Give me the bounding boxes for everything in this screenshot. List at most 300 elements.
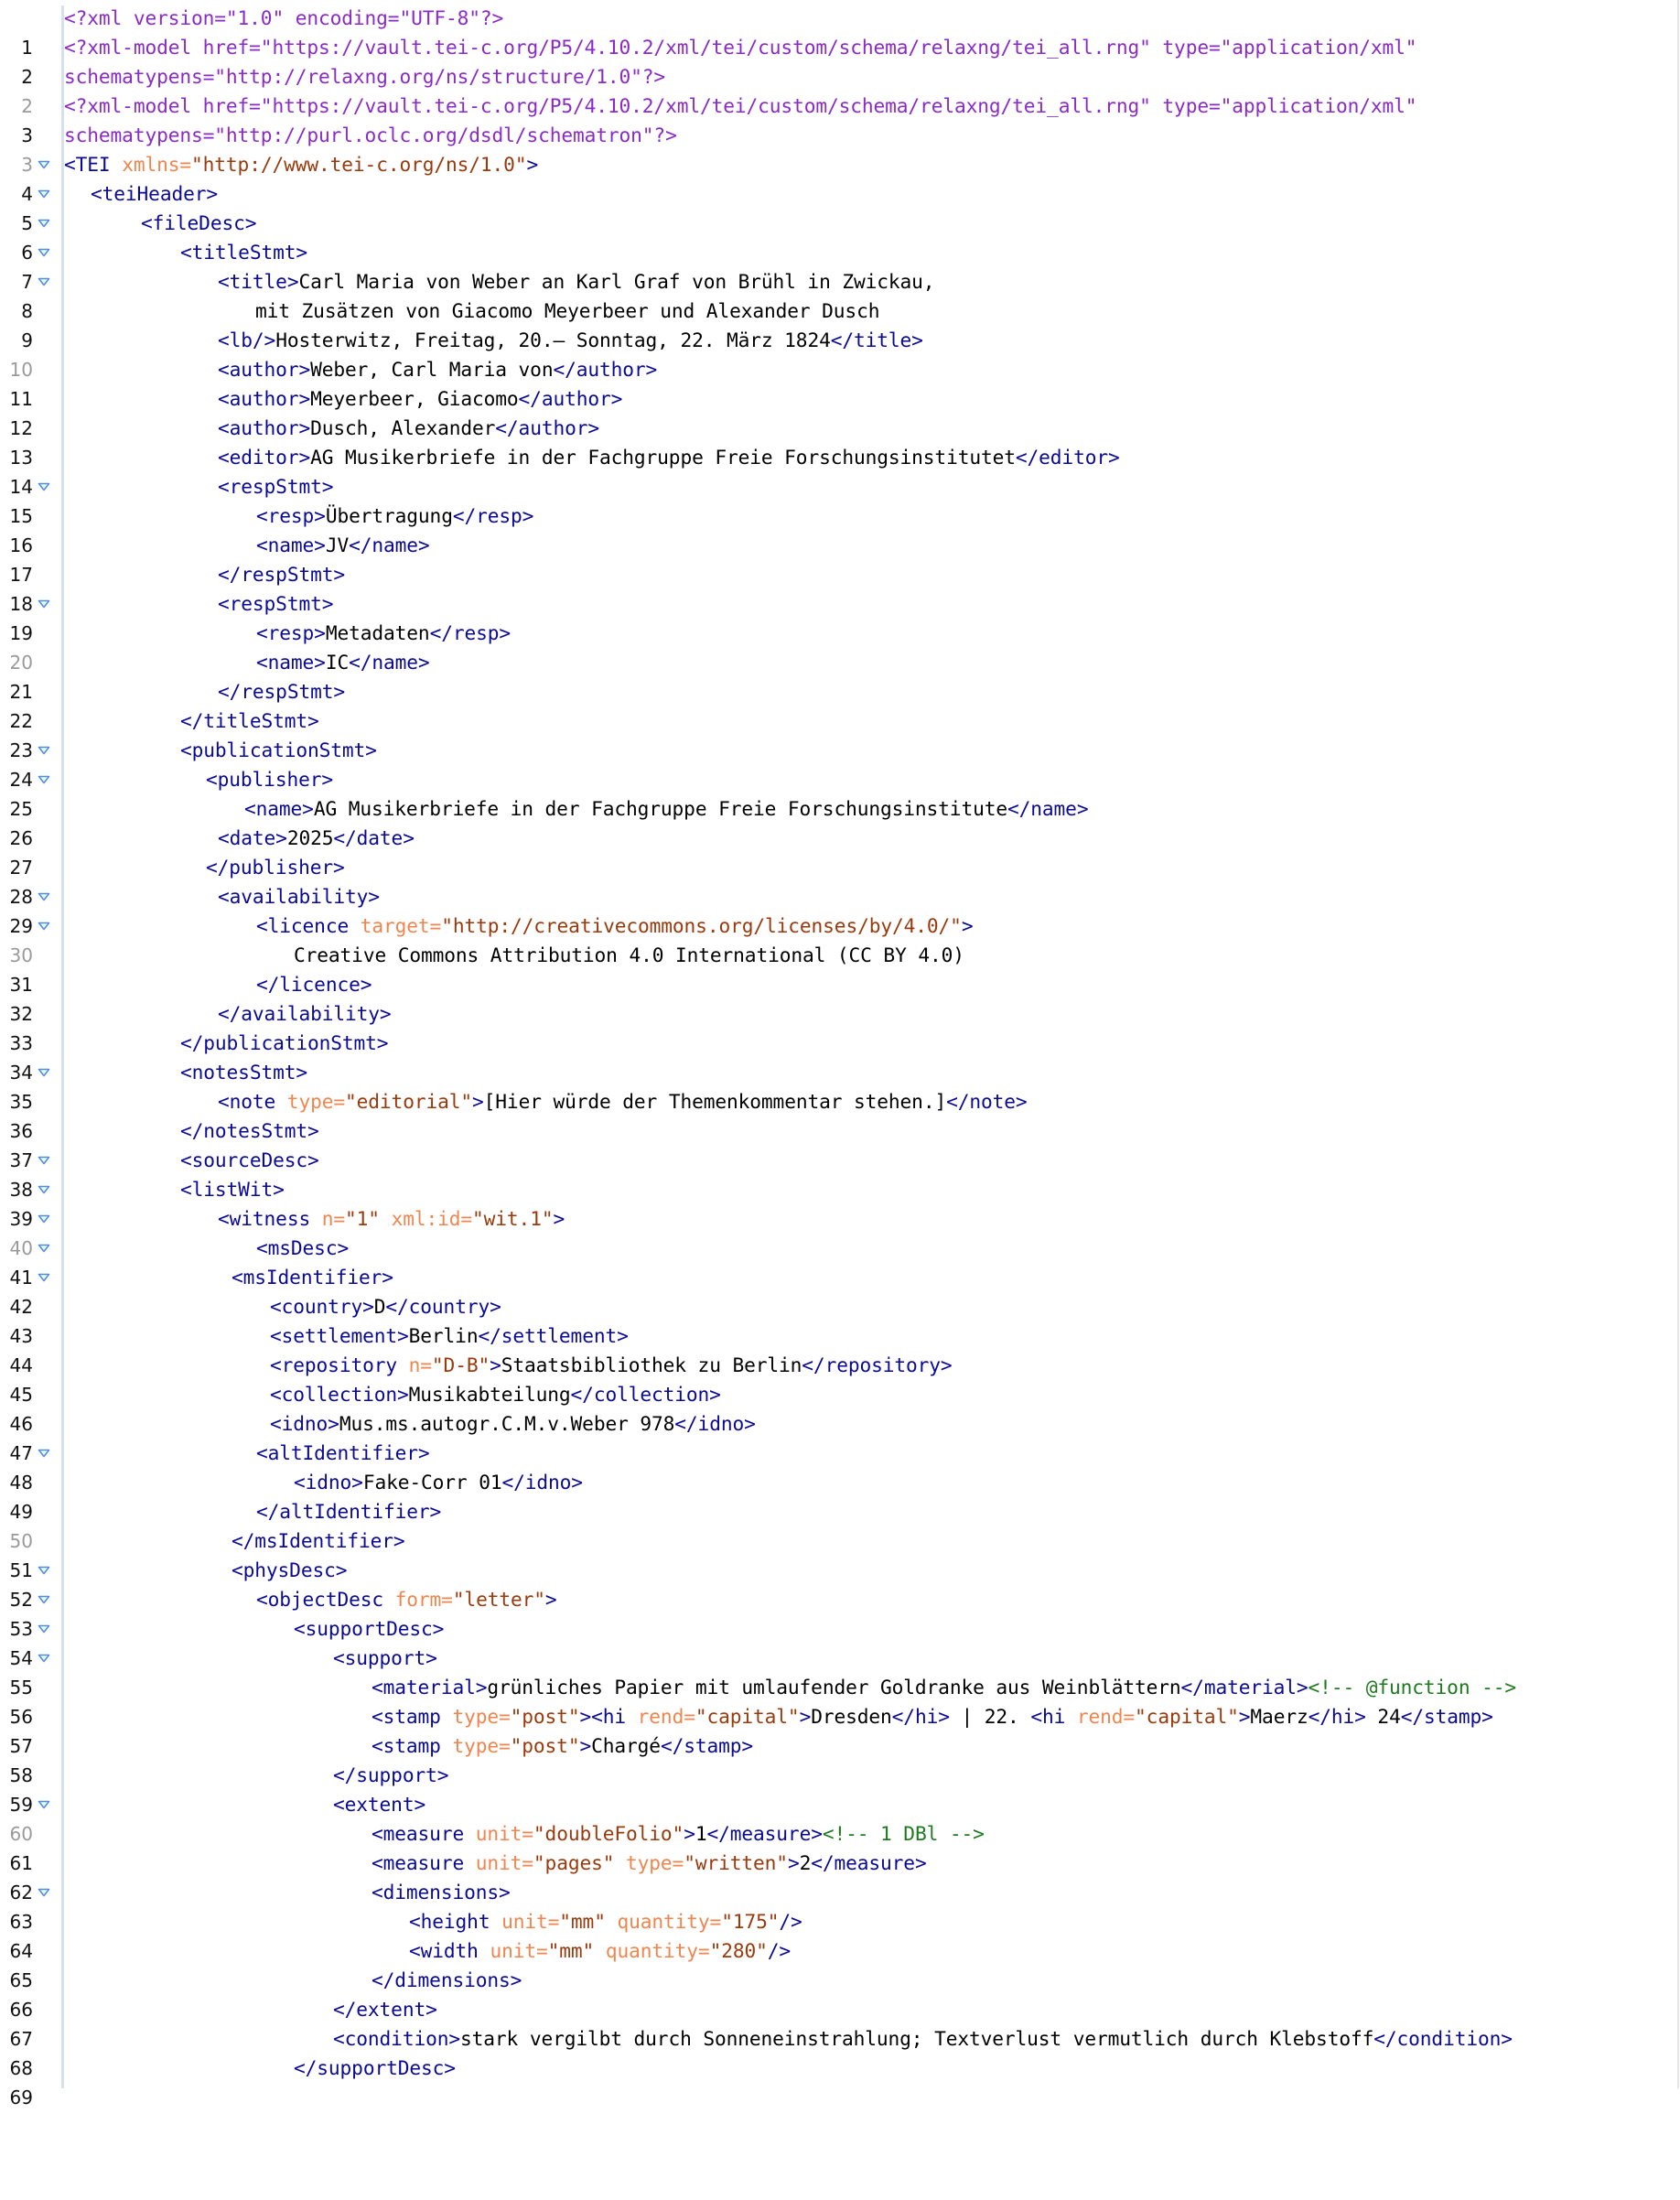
xml-tag: <collection> [270, 1383, 409, 1406]
xml-tag: <stamp [372, 1734, 453, 1757]
fold-triangle-icon [38, 219, 50, 228]
fold-toggle[interactable] [38, 736, 50, 765]
xml-tag: </country> [385, 1295, 501, 1318]
text-content: Musikabteilung [408, 1383, 571, 1406]
code-text [333, 2024, 1513, 2054]
fold-toggle[interactable] [38, 1878, 50, 1907]
line-number: 39 [9, 1208, 33, 1230]
line-number: 8 [21, 300, 33, 322]
line-number: 58 [9, 1764, 33, 1786]
code-text [64, 92, 1416, 121]
code-text [256, 619, 511, 648]
attribute-value: "written" [684, 1851, 788, 1874]
code-text [372, 1878, 511, 1907]
code-text [294, 2054, 456, 2083]
code-text [218, 472, 333, 501]
fold-toggle[interactable] [38, 1644, 50, 1673]
line-number: 33 [9, 1032, 33, 1054]
fold-triangle-icon [38, 892, 50, 901]
code-text [180, 1175, 285, 1204]
code-text [64, 33, 1416, 62]
code-text [206, 853, 345, 882]
text-content: IC [325, 651, 350, 674]
line-number: 4 [21, 183, 33, 205]
xml-tag: <publicationStmt> [180, 739, 377, 761]
processing-instruction: <?xml-model href="https://vault.tei-c.org/P5/4.10.2/xml/tei/custom/schema/relaxng/tei_all.rng" type="application/xml" [64, 94, 1417, 117]
code-text [64, 62, 665, 92]
text-content: Dusch, Alexander [310, 416, 496, 439]
xml-tag: </resp> [429, 621, 512, 644]
line-number: 31 [9, 974, 33, 996]
xml-tag: <measure [372, 1851, 476, 1874]
fold-toggle[interactable] [38, 1790, 50, 1819]
code-text [333, 1790, 425, 1819]
fold-toggle[interactable] [38, 1146, 50, 1175]
xml-tag: > [579, 1734, 592, 1757]
xml-tag: <respStmt> [218, 475, 334, 498]
fold-toggle[interactable] [38, 765, 50, 794]
attribute-name: n= [408, 1353, 432, 1376]
code-text [218, 443, 1120, 472]
xml-tag: </name> [349, 651, 430, 674]
xml-tag: </publicationStmt> [180, 1031, 389, 1054]
code-text [180, 238, 307, 267]
xml-tag: <availability> [218, 885, 380, 908]
code-text [256, 531, 430, 560]
line-number: 13 [9, 447, 33, 469]
code-text [64, 150, 538, 179]
fold-triangle-icon [38, 1800, 50, 1809]
code-text [180, 1146, 319, 1175]
attribute-value: "letter" [452, 1588, 545, 1611]
xml-tag: </idno> [674, 1412, 756, 1435]
code-text [372, 1673, 1516, 1702]
line-number: 62 [9, 1882, 33, 1903]
fold-triangle-icon [38, 1273, 50, 1282]
xml-tag: </support> [333, 1763, 449, 1786]
line-number: 20 [9, 652, 33, 674]
code-text [256, 501, 533, 531]
attribute-value: "mm" [547, 1939, 606, 1962]
xml-comment: <!-- 1 DBl --> [822, 1822, 985, 1845]
code-text [218, 824, 415, 853]
text-content: | 22. [949, 1705, 1031, 1728]
line-number: 6 [21, 242, 33, 264]
xml-tag: > [553, 1207, 565, 1230]
line-number: 19 [9, 622, 33, 644]
attribute-value: "D-B" [431, 1353, 490, 1376]
code-text [372, 1731, 753, 1761]
line-number: 67 [9, 2028, 33, 2050]
xml-tag: <name> [256, 534, 326, 556]
xml-tag: <publisher> [206, 768, 333, 791]
xml-tag: > [787, 1851, 800, 1874]
attribute-name: unit= [475, 1822, 533, 1845]
xml-tag: </note> [946, 1090, 1028, 1113]
line-number: 49 [9, 1501, 33, 1523]
fold-triangle-icon [38, 1888, 50, 1897]
xml-tag: </name> [1007, 797, 1089, 820]
code-text [409, 1907, 802, 1936]
code-line[interactable] [0, 560, 1677, 615]
xml-tag: </author> [495, 416, 600, 439]
line-number: 26 [9, 827, 33, 849]
fold-triangle-icon [38, 1595, 50, 1604]
xml-tag: <physDesc> [232, 1558, 348, 1581]
attribute-name: type= [626, 1851, 684, 1874]
line-number: 28 [9, 886, 33, 908]
xml-tag: <listWit> [180, 1178, 285, 1201]
line-number: 55 [9, 1677, 33, 1699]
xml-tag: <respStmt> [218, 592, 334, 615]
fold-triangle-icon [38, 482, 50, 491]
code-text [372, 1702, 1493, 1731]
xml-tag: <title> [218, 270, 299, 293]
fold-triangle-icon [38, 160, 50, 169]
xml-tag: <measure [372, 1822, 476, 1845]
fold-toggle[interactable] [38, 911, 50, 941]
text-content: 2025 [286, 826, 334, 849]
fold-toggle[interactable] [38, 1058, 50, 1087]
fold-toggle[interactable] [38, 150, 50, 179]
text-content: AG Musikerbriefe in der Fachgruppe Freie Forschungsinstitute [313, 797, 1007, 820]
attribute-value: "http://www.tei-c.org/ns/1.0" [191, 153, 527, 176]
xml-tag: </date> [333, 826, 415, 849]
text-content: D [373, 1295, 386, 1318]
line-number: 3 [21, 154, 33, 176]
code-text [218, 1204, 565, 1234]
code-text [256, 1439, 430, 1468]
xml-tag: </altIdentifier> [256, 1500, 442, 1523]
attribute-name: quantity= [605, 1939, 710, 1962]
xml-tag: <dimensions> [372, 1881, 511, 1903]
xml-tag: <altIdentifier> [256, 1441, 430, 1464]
text-content: Mus.ms.autogr.C.M.v.Weber 978 [339, 1412, 675, 1435]
xml-tag: > [490, 1353, 501, 1376]
xml-tag: /> [779, 1910, 802, 1933]
xml-tag: <author> [218, 387, 311, 410]
text-content: AG Musikerbriefe in der Fachgruppe Freie Forschungsinstitutet [310, 446, 1016, 469]
line-number: 42 [9, 1296, 33, 1318]
code-text [91, 179, 218, 209]
xml-tag: </material> [1180, 1676, 1308, 1699]
line-number: 16 [9, 534, 33, 556]
xml-tag: </measure> [811, 1851, 927, 1874]
code-text [333, 1995, 437, 2024]
code-text [256, 911, 973, 941]
xml-tag: </publisher> [206, 856, 345, 879]
xml-tag: </titleStmt> [180, 709, 319, 732]
code-text [294, 941, 964, 970]
text-content: Weber, Carl Maria von [310, 358, 554, 381]
line-number: 46 [9, 1413, 33, 1435]
code-text [64, 121, 677, 150]
text-content: Metadaten [325, 621, 430, 644]
line-number: 68 [9, 2057, 33, 2079]
xml-tag: <resp> [256, 504, 326, 527]
xml-tag: > [526, 153, 539, 176]
xml-tag: <stamp [372, 1705, 453, 1728]
code-text [244, 794, 1088, 824]
xml-tag: </availability> [218, 1002, 392, 1025]
code-text [333, 1761, 448, 1790]
line-number: 35 [9, 1091, 33, 1113]
xml-tag: <lb/> [218, 329, 276, 351]
fold-triangle-icon [38, 1449, 50, 1458]
xml-comment: <!-- @function --> [1308, 1676, 1516, 1699]
line-number: 56 [9, 1706, 33, 1728]
xml-tag: > [961, 914, 974, 937]
code-text [333, 1644, 437, 1673]
fold-triangle-icon [38, 1185, 50, 1194]
xml-tag: <editor> [218, 446, 311, 469]
line-number: 10 [9, 359, 33, 381]
xml-tag: > [579, 1705, 592, 1728]
line-number: 17 [9, 564, 33, 586]
code-text [180, 706, 319, 736]
text-content: Maerz [1250, 1705, 1308, 1728]
xml-tag: </resp> [452, 504, 534, 527]
attribute-value: "mm" [559, 1910, 618, 1933]
code-text [294, 1468, 583, 1497]
line-number: 1 [21, 37, 33, 59]
fold-triangle-icon [38, 1654, 50, 1663]
code-text [255, 297, 879, 326]
fold-toggle[interactable] [38, 1614, 50, 1644]
fold-toggle[interactable] [38, 179, 50, 209]
code-text [218, 560, 345, 589]
xml-tag: <name> [256, 651, 326, 674]
attribute-name: unit= [475, 1851, 533, 1874]
xml-tag: <author> [218, 358, 311, 381]
xml-tag: </msIdentifier> [232, 1529, 405, 1552]
code-text [256, 648, 430, 677]
processing-instruction: schematypens="http://purl.oclc.org/dsdl/schematron"?> [64, 124, 677, 146]
line-number: 2 [21, 66, 33, 88]
code-text [218, 326, 923, 355]
code-text [270, 1409, 756, 1439]
line-number: 66 [9, 1999, 33, 2021]
xml-tag: </respStmt> [218, 563, 345, 586]
code-text [141, 209, 256, 238]
xml-tag: <height [409, 1910, 502, 1933]
xml-tag: > [472, 1090, 484, 1113]
xml-tag: <width [409, 1939, 490, 1962]
line-number: 43 [9, 1325, 33, 1347]
fold-toggle[interactable] [38, 1234, 50, 1263]
attribute-value: "capital" [695, 1705, 800, 1728]
line-number: 37 [9, 1149, 33, 1171]
line-number: 32 [9, 1003, 33, 1025]
code-text [232, 1263, 393, 1292]
xml-tag: <author> [218, 416, 311, 439]
line-number: 57 [9, 1735, 33, 1757]
code-text [218, 267, 934, 297]
attribute-value: "wit.1" [472, 1207, 554, 1230]
xml-tag: </notesStmt> [180, 1119, 319, 1142]
code-text [256, 1234, 349, 1263]
line-number: 9 [21, 329, 33, 351]
fold-toggle[interactable] [38, 238, 50, 267]
xml-tag: </condition> [1373, 2027, 1513, 2050]
xml-tag: </author> [518, 387, 623, 410]
fold-toggle[interactable] [38, 1556, 50, 1585]
code-line[interactable] [0, 2054, 1677, 2108]
fold-toggle[interactable] [38, 1439, 50, 1468]
line-number: 65 [9, 1969, 33, 1991]
xml-tag: <licence [256, 914, 361, 937]
fold-toggle[interactable] [38, 1204, 50, 1234]
xml-tag: </licence> [256, 973, 372, 996]
line-number: 18 [9, 593, 33, 615]
line-number: 30 [9, 944, 33, 966]
xml-tag: <fileDesc> [141, 211, 257, 234]
xml-tag: </idno> [501, 1471, 583, 1494]
attribute-value: "280" [709, 1939, 768, 1962]
attribute-name: target= [360, 914, 442, 937]
xml-tag: </editor> [1015, 446, 1120, 469]
code-text [372, 1966, 522, 1995]
attribute-value: "pages" [533, 1851, 627, 1874]
fold-toggle[interactable] [38, 589, 50, 619]
xml-tag: </stamp> [1400, 1705, 1493, 1728]
fold-triangle-icon [38, 1566, 50, 1575]
line-number: 2 [21, 95, 33, 117]
xml-tag: /> [767, 1939, 792, 1962]
fold-toggle[interactable] [38, 267, 50, 297]
fold-toggle[interactable] [38, 1175, 50, 1204]
code-text [218, 384, 622, 414]
code-text [270, 1292, 501, 1321]
code-text [270, 1380, 721, 1409]
fold-toggle[interactable] [38, 472, 50, 501]
fold-triangle-icon [38, 1214, 50, 1224]
xml-tag: <msDesc> [256, 1236, 350, 1259]
processing-instruction: schematypens="http://relaxng.org/ns/structure/1.0"?> [64, 65, 666, 88]
text-content: stark vergilbt durch Sonneneinstrahlung; Textverlust vermutlich durch Klebstoff [460, 2027, 1374, 2050]
line-number: 54 [9, 1647, 33, 1669]
line-number: 36 [9, 1120, 33, 1142]
fold-toggle[interactable] [38, 882, 50, 911]
text-content: 2 [799, 1851, 812, 1874]
code-text [180, 1116, 319, 1146]
xml-tag: <date> [218, 826, 287, 849]
code-text [372, 1849, 927, 1878]
attribute-value: "post" [510, 1705, 580, 1728]
attribute-value: "doubleFolio" [533, 1822, 684, 1845]
xml-tag: </settlement> [478, 1324, 629, 1347]
line-number: 64 [9, 1940, 33, 1962]
xml-tag: </measure> [706, 1822, 823, 1845]
code-text [180, 1029, 388, 1058]
xml-tag: <name> [244, 797, 314, 820]
line-number: 41 [9, 1267, 33, 1289]
attribute-value: "175" [721, 1910, 780, 1933]
xml-tag: <idno> [294, 1471, 363, 1494]
line-number: 69 [9, 2087, 33, 2108]
fold-triangle-icon [38, 189, 50, 199]
line-number: 25 [9, 798, 33, 820]
line-number: 53 [9, 1618, 33, 1640]
fold-toggle[interactable] [38, 1263, 50, 1292]
code-text [232, 1526, 405, 1556]
xml-tag: </hi> [1308, 1705, 1366, 1728]
fold-triangle-icon [38, 1156, 50, 1165]
attribute-value: "1" [345, 1207, 392, 1230]
xml-tag: <country> [270, 1295, 374, 1318]
fold-toggle[interactable] [38, 1585, 50, 1614]
xml-tag: <note [218, 1090, 287, 1113]
xml-tag: </collection> [570, 1383, 721, 1406]
xml-tag: > [544, 1588, 557, 1611]
line-number: 3 [21, 124, 33, 146]
attribute-name: rend= [637, 1705, 695, 1728]
attribute-value: "editorial" [345, 1090, 473, 1113]
line-number: 59 [9, 1794, 33, 1816]
text-content: Dresden [811, 1705, 892, 1728]
xml-tag: <condition> [333, 2027, 460, 2050]
xml-tag: </respStmt> [218, 680, 345, 703]
line-number: 63 [9, 1911, 33, 1933]
attribute-name: type= [286, 1090, 346, 1113]
code-text [372, 1819, 985, 1849]
line-number: 48 [9, 1472, 33, 1494]
text-content: Creative Commons Attribution 4.0 International (CC BY 4.0) [294, 944, 964, 966]
line-number: 14 [9, 476, 33, 498]
code-text [218, 882, 380, 911]
code-line[interactable] [0, 1614, 1677, 1669]
xml-tag: <supportDesc> [294, 1617, 445, 1640]
text-content: mit Zusätzen von Giacomo Meyerbeer und Alexander Dusch [255, 299, 880, 322]
line-number: 21 [9, 681, 33, 703]
fold-toggle[interactable] [38, 209, 50, 238]
line-number: 34 [9, 1062, 33, 1084]
fold-triangle-icon [38, 922, 50, 931]
xml-tag: <hi [1030, 1705, 1077, 1728]
text-content: Chargé [591, 1734, 661, 1757]
text-content: [Hier würde der Themenkommentar stehen.] [483, 1090, 947, 1113]
line-number: 51 [9, 1559, 33, 1581]
line-number: 7 [21, 271, 33, 293]
code-text [256, 1497, 441, 1526]
code-text [409, 1936, 791, 1966]
line-number: 40 [9, 1237, 33, 1259]
xml-tag: </repository> [802, 1353, 953, 1376]
attribute-name: xmlns= [122, 153, 192, 176]
text-content: Übertragung [325, 504, 453, 527]
code-text [294, 1614, 444, 1644]
xml-tag: <settlement> [270, 1324, 409, 1347]
text-content: Berlin [408, 1324, 479, 1347]
attribute-name: unit= [490, 1939, 548, 1962]
line-number: 29 [9, 915, 33, 937]
xml-tag: <support> [333, 1646, 437, 1669]
text-content: 24 [1365, 1705, 1401, 1728]
code-text [206, 765, 333, 794]
xml-tag: </title> [830, 329, 923, 351]
xml-tag: <material> [372, 1676, 488, 1699]
xml-tag: <objectDesc [256, 1588, 395, 1611]
xml-tag: <titleStmt> [180, 241, 307, 264]
code-text [218, 677, 345, 706]
line-number: 23 [9, 739, 33, 761]
line-number: 38 [9, 1179, 33, 1201]
line-number: 44 [9, 1354, 33, 1376]
code-text [218, 589, 333, 619]
fold-triangle-icon [38, 1068, 50, 1077]
line-number: 15 [9, 505, 33, 527]
attribute-name: type= [452, 1705, 511, 1728]
